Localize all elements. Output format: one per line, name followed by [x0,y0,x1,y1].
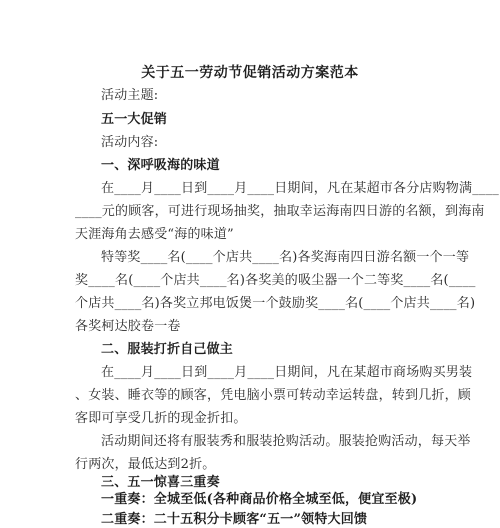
paragraph-3-line-1: 在____月____日到____月____日期间，凡在某超市商场购买男装 [101,365,473,380]
paragraph-2-line-3: 个店共____名)各奖立邦电饭煲一个鼓励奖____名(____个店共____名) [75,296,476,311]
section-heading-1: 一、深呼吸海的味道 [101,158,220,173]
paragraph-2-line-1: 特等奖____名(____个店共____名)各奖海南四日游名额一个一等 [101,250,470,265]
paragraph-3-line-3: 客即可享受几折的现金折扣。 [75,411,247,426]
section-heading-2: 二、服装打折自己做主 [101,342,234,357]
paragraph-3-line-2: 、女装、睡衣等的顾客，凭电脑小票可转动幸运转盘，转到几折，顾 [75,388,472,403]
paragraph-activity-content-label: 活动内容: [101,135,159,150]
paragraph-2-line-2: 奖____名(____个店共____名)各奖美的吸尘器一个二等奖____名(____ [75,273,476,288]
paragraph-1-line-3: 天涯海角去感受“海的味道” [75,227,234,242]
section-heading-3: 三、五一惊喜三重奏 [101,475,220,490]
document-title: 关于五一劳动节促销活动方案范本 [141,65,359,81]
paragraph-4-line-2: 行两次，最低达到2折。 [75,457,216,472]
paragraph-activity-theme: 五一大促销 [101,112,168,127]
paragraph-5-line-1: 一重奏：全城至低(各种商品价格全城至低，便宜至极) [101,492,418,507]
paragraph-4-line-1: 活动期间还将有服装秀和服装抢购活动。服装抢购活动，每天举 [101,434,471,449]
paragraph-1-line-1: 在____月____日到____月____日期间，凡在某超市各分店购物满____ [101,181,500,196]
paragraph-1-line-2: ____元的顾客，可进行现场抽奖，抽取幸运海南四日游的名额，到海南 [75,204,485,219]
paragraph-5-line-2: 二重奏：二十五积分卡顾客“五一”领特大回馈 [101,512,368,527]
paragraph-activity-theme-label: 活动主题: [101,88,159,103]
paragraph-2-line-4: 各奖柯达胶卷一卷 [75,319,181,334]
